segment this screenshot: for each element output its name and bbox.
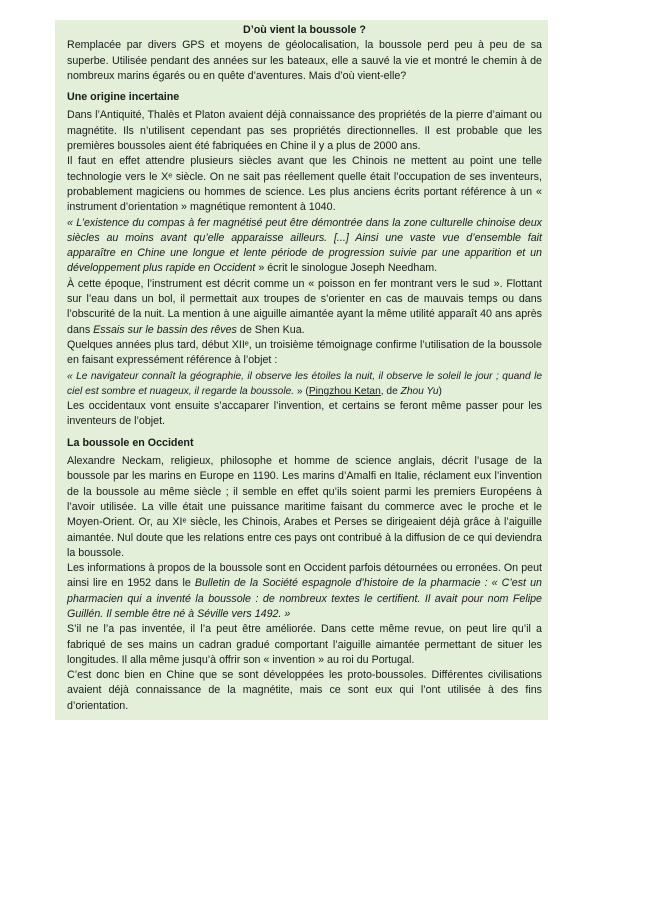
section-heading-origin: Une origine incertaine xyxy=(67,91,180,104)
article-panel xyxy=(55,20,548,720)
journal-title: Bulletin de la Société espagnole d’histoire de la pharmacie xyxy=(194,577,481,590)
intro-paragraph: Remplacée par divers GPS et moyens de géolocalisation, la boussole perd peu à peu de sa superbe. Utilisée pendant des années sur les bateaux, elle a sauvé la vie et montré le chemin à de nombreux marins égarés ou en quête d’aventures. Mais d’où vient-elle? xyxy=(67,39,542,82)
origin-paragraph-3-tail: de Shen Kua. xyxy=(236,323,305,336)
needham-quote-attribution: » écrit le sinologue Joseph Needham. xyxy=(255,262,438,275)
article-title: D’où vient la boussole ? xyxy=(243,24,366,36)
navigator-quote-text: « Le navigateur connaît la géographie, il observe les étoiles la nuit, il observe le soleil le jour ; quand le ciel est sombre et nuageux, il regarde la boussole. xyxy=(67,370,542,397)
occident-paragraph-2-text: Les informations à propos de la boussole sont en Occident parfois détournées ou erronées. On peut ainsi lire en 1952 dans le xyxy=(67,562,542,590)
origin-paragraph-1: Dans l’Antiquité, Thalès et Platon avaient déjà connaissance des propriétés de la pierre d’aimant ou magnétite. Ils n’utilisent cependant pas ses propriétés directionnelles. Il est probable que les premières boussoles aient été fabriquées en Chine il y a plus de 2000 ans. xyxy=(67,109,542,153)
occident-paragraph-3: S’il ne l’a pas inventée, il l’a peut être améliorée. Dans cette même revue, on peut lire qu’il a fabriqué de ses mains un cadran gradué comportant l’aiguille aimantée permettant de situer les longitudes. Il alla même jusqu’à offrir son « invention » au roi du Portugal. xyxy=(67,623,542,666)
needham-quote-text: « L’existence du compas à fer magnétisé peut être démontrée dans la zone culturelle chinoise deux siècles au moins avant qu’elle apparaisse ailleurs. [...] Ainsi une vaste vue d’ensemble fait apparaître en Chine une longue et lente période de progression suivie par une apparition et un développement plus rapide en Occident xyxy=(67,216,542,275)
origin-paragraph-2: Il faut en effet attendre plusieurs siècles avant que les Chinois ne mettent au point une telle technologie vers le Xᵉ siècle. On ne sait pas réellement quelle était l’occupation de ses inventeurs, probablement magiciens ou hommes de science. Les plus anciens écrits portant référence à un « instrument d’orientation » magnétique remontent à 1040. xyxy=(67,155,542,214)
origin-paragraph-5: Les occidentaux vont ensuite s’accaparer l’invention, et certains se feront même passer pour les inventeurs de l’objet. xyxy=(67,400,542,428)
occident-paragraph-1: Alexandre Neckam, religieux, philosophe et homme de science anglais, décrit l’usage de la boussole par les marins en Europe en 1190. Les marins d’Amalfi en Italie, réclament eux l’invention de la boussole au même siècle ; il semble en effet qu’ils soient parmi les premiers Européens à l’avoir utilisée. La ville était une puissance maritime faisant du commerce avec le proche et le Moyen-Orient. Or, au XIᵉ siècle, les Chinois, Arabes et Perses se dirigeaient déjà grâce à l’aiguille aimantée. Nul doute que les relations entre ces pays ont contribué à la diffusion de ce qui deviendra la boussole. xyxy=(67,455,542,559)
origin-paragraph-3-text: À cette époque, l’instrument est décrit comme un « poisson en fer montrant vers le sud ». Flottant sur l’eau dans un bol, il permettait aux troupes de s’orienter en cas de mauvais temps ou dans l’obscurité de la nuit. La mention à une aiguille aimantée ayant la même utilité apparaît 40 ans après dans xyxy=(67,277,542,336)
pingzhou-ketan-link[interactable]: Pingzhou Ketan xyxy=(308,385,381,397)
ref-mid: , de xyxy=(380,385,401,397)
ref-author: Zhou Yu xyxy=(400,385,439,397)
section-heading-occident: La boussole en Occident xyxy=(67,436,194,449)
pharmacy-quote: : « C’est un pharmacien qui a inventé la boussole : de nombreux textes le certifient. Il avait pour nom Felipe Guillén. Il semble être né à Séville vers 1492. » xyxy=(67,577,542,620)
book-title: Essais sur le bassin des rêves xyxy=(93,323,237,336)
ref-open: » ( xyxy=(294,385,309,397)
occident-paragraph-2 xyxy=(67,561,542,622)
occident-paragraph-4: C’est donc bien en Chine que se sont développées les proto-boussoles. Différentes civilisations avaient déjà connaissance de la magnétite, mais ce sont eux qui l’ont utilisée à des fins d’orientation. xyxy=(67,669,542,712)
ref-close: ) xyxy=(438,385,442,397)
origin-paragraph-4: Quelques années plus tard, début XIIᵉ, un troisième témoignage confirme l’utilisation de la boussole en faisant expressément référence à l’objet : xyxy=(67,338,542,367)
origin-paragraph-3 xyxy=(67,277,542,338)
needham-quote xyxy=(67,216,542,277)
navigator-quote xyxy=(67,369,542,400)
